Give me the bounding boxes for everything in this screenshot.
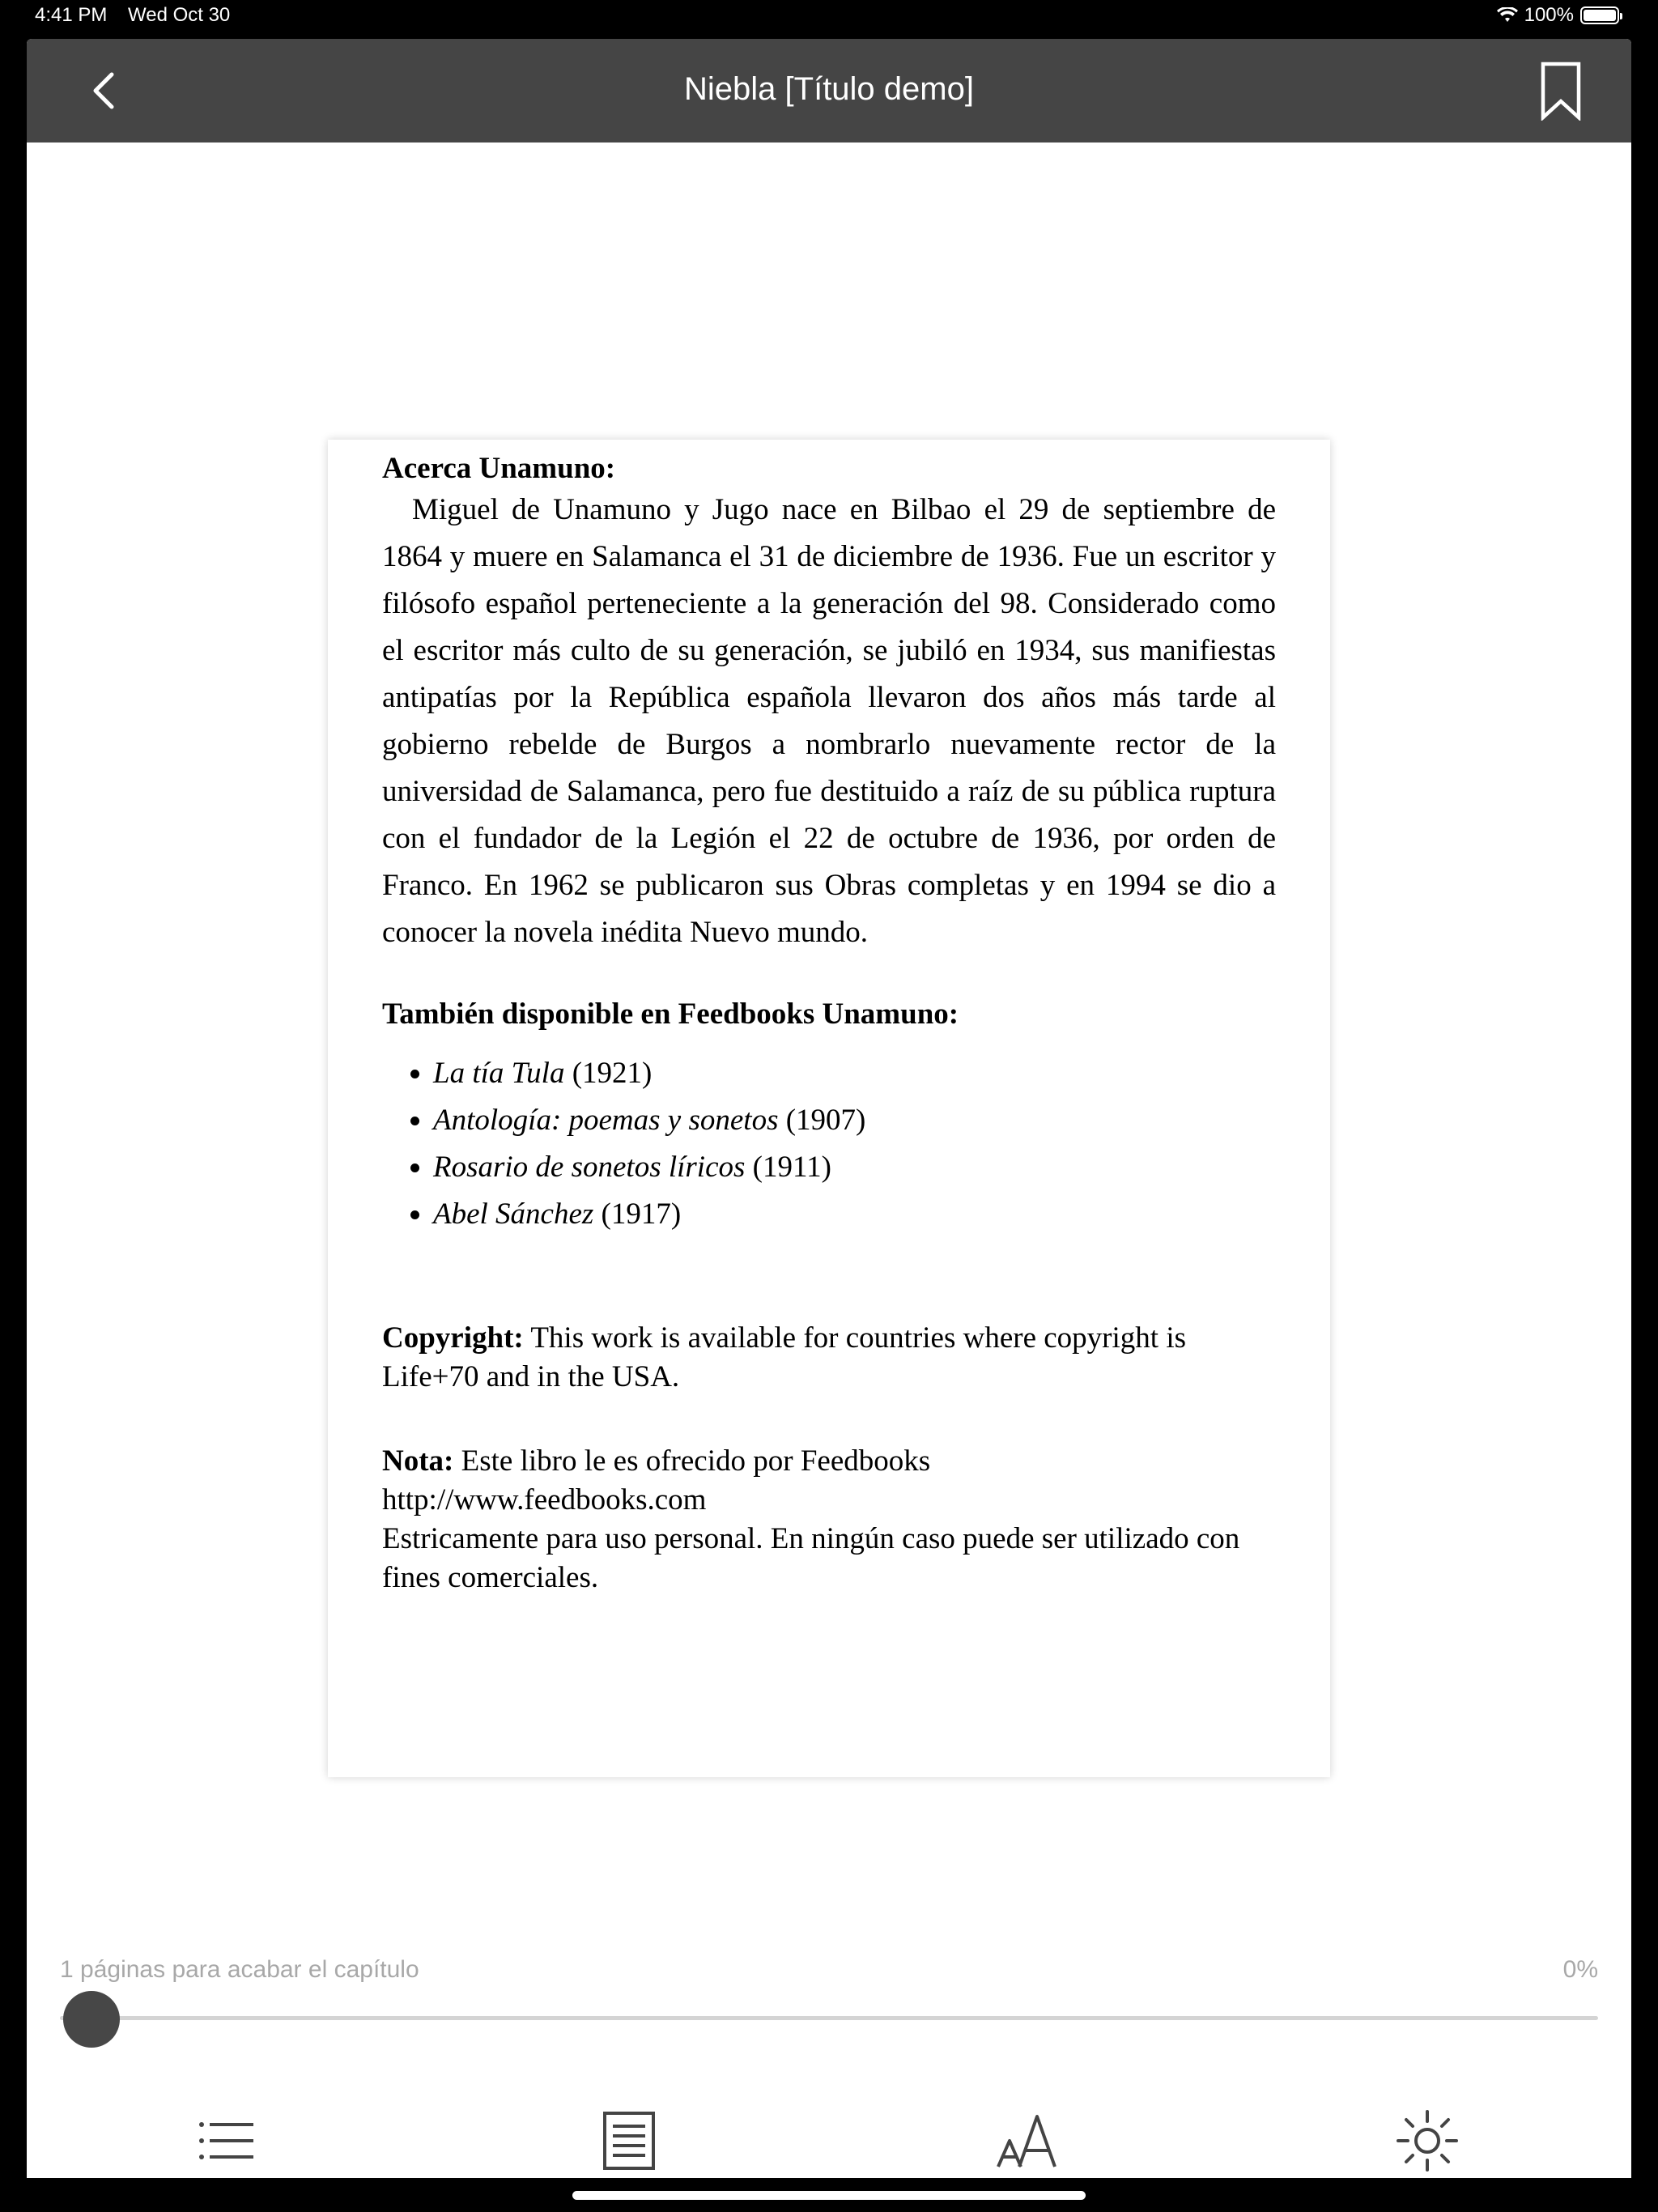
slider-knob[interactable]	[63, 1991, 120, 2048]
status-date: Wed Oct 30	[128, 4, 231, 26]
book-year: (1907)	[785, 1104, 866, 1137]
status-bar	[0, 0, 1658, 36]
book-title-italic: Abel Sánchez	[433, 1197, 594, 1231]
page-content	[382, 451, 1276, 1597]
progress-percent: 0%	[1562, 1956, 1598, 1983]
book-title-italic: La tía Tula	[433, 1057, 565, 1090]
about-heading: Acerca Unamuno:	[382, 452, 616, 485]
note-url: http://www.feedbooks.com	[382, 1483, 707, 1516]
copyright-label: Copyright:	[382, 1321, 524, 1355]
note-block	[382, 1442, 1276, 1597]
brightness-icon[interactable]	[1395, 2108, 1460, 2173]
about-paragraph: Miguel de Unamuno y Jugo nace en Bilbao el 29 de septiembre de 1864 y muere en Salamanca el 31 de diciembre de 1936. Fue un escritor y filósofo español perteneciente a la generación del 98. Considerado como el escritor más culto de su generación, se jubiló en 1934, sus manifiestas antipatías por la República española llevaron dos años más tarde al gobierno rebelde de Burgos a nombrarlo nuevamente rector de la universidad de Salamanca, pero fue destituido a raíz de su pública ruptura con el fundador de la Legión el 22 de octubre de 1936, por orden de Franco. En 1962 se publicaron sus Obras completas y en 1994 se dio a conocer la novela inédita Nuevo mundo.	[382, 493, 1276, 949]
status-right	[1497, 4, 1619, 27]
note-line-1: Este libro le es ofrecido por Feedbooks	[461, 1444, 931, 1478]
bookmark-icon[interactable]	[1535, 61, 1587, 121]
wifi-icon	[1497, 7, 1518, 23]
list-item	[433, 1097, 1276, 1144]
book-year: (1911)	[752, 1151, 831, 1184]
page-icon[interactable]	[597, 2108, 661, 2173]
text-size-icon[interactable]	[995, 2108, 1060, 2173]
book-year: (1921)	[572, 1057, 653, 1090]
slider-track[interactable]	[60, 2016, 1598, 2020]
list-item	[433, 1050, 1276, 1097]
copyright-text: This work is available for countries where copyright is Life+70 and in the USA.	[382, 1321, 1186, 1393]
reader-app	[27, 39, 1631, 2178]
list-icon[interactable]	[195, 2108, 260, 2173]
book-title-italic: Rosario de sonetos líricos	[433, 1151, 746, 1184]
note-line-3: Estricamente para uso personal. En ningún caso puede ser utilizado con fines comerciales.	[382, 1522, 1240, 1594]
available-heading: También disponible en Feedbooks Unamuno:	[382, 998, 959, 1031]
battery-percent: 100%	[1524, 4, 1574, 26]
status-time: 4:41 PM	[35, 4, 108, 26]
note-label: Nota:	[382, 1444, 454, 1478]
book-page[interactable]	[328, 440, 1330, 1777]
book-list	[382, 1050, 1276, 1238]
book-title: Niebla [Título demo]	[684, 71, 974, 107]
battery-icon	[1580, 6, 1619, 24]
copyright-block	[382, 1319, 1276, 1397]
progress-slider[interactable]	[60, 2001, 1598, 2034]
pages-left-label: 1 páginas para acabar el capítulo	[60, 1956, 419, 1983]
book-year: (1917)	[601, 1197, 682, 1231]
book-title-italic: Antología: poemas y sonetos	[433, 1104, 779, 1137]
home-indicator[interactable]	[572, 2191, 1086, 2200]
list-item	[433, 1144, 1276, 1191]
list-item	[433, 1191, 1276, 1238]
nav-bar	[27, 39, 1631, 143]
